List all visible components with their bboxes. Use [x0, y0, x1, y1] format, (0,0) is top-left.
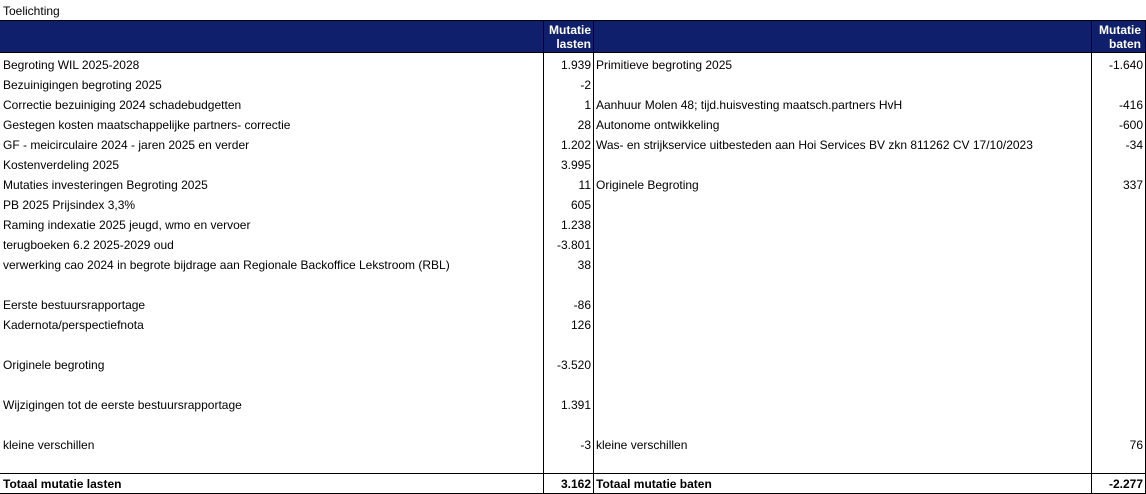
row-lasten-value: 605 [570, 198, 591, 212]
table-row [0, 295, 1146, 315]
row-lasten-value: 3.995 [560, 158, 591, 172]
row-lasten-label: terugboeken 6.2 2025-2029 oud [3, 238, 174, 252]
row-baten-value [1093, 375, 1143, 395]
row-lasten-value: -3 [580, 438, 591, 452]
table-row [0, 235, 1146, 255]
row-lasten-label [3, 335, 543, 355]
row-baten-value: -600 [1118, 118, 1143, 132]
row-lasten-label: Correctie bezuiniging 2024 schadebudgetten [3, 98, 242, 112]
row-baten-value [1093, 335, 1143, 355]
header-divider [1091, 21, 1092, 54]
row-baten-value: 76 [1129, 438, 1143, 452]
row-baten-value [1093, 395, 1143, 415]
row-baten-label: Primitieve begroting 2025 [596, 58, 733, 72]
row-baten-label [596, 315, 1090, 335]
row-lasten-value: 1.391 [560, 398, 591, 412]
total-lasten-label: Totaal mutatie lasten [3, 477, 122, 491]
header-mutatie-baten [1093, 21, 1141, 54]
row-lasten-value [545, 415, 591, 435]
row-baten-value: -34 [1125, 138, 1143, 152]
table-row [0, 215, 1146, 235]
row-baten-label: Was- en strijkservice uitbesteden aan Hoi Services BV zkn 811262 CV 17/10/2023 [596, 138, 1033, 152]
row-baten-label [596, 195, 1090, 215]
row-baten-label [596, 375, 1090, 395]
row-lasten-value [545, 335, 591, 355]
row-lasten-value: 1 [584, 98, 591, 112]
row-lasten-label: Mutaties investeringen Begroting 2025 [3, 178, 208, 192]
row-lasten-value [545, 375, 591, 395]
row-baten-label: Aanhuur Molen 48; tijd.huisvesting maatsch.partners HvH [596, 98, 903, 112]
row-baten-value: -416 [1118, 98, 1143, 112]
row-baten-label [596, 235, 1090, 255]
row-lasten-label: verwerking cao 2024 in begrote bijdrage aan Regionale Backoffice Lekstroom (RBL) [3, 258, 450, 272]
row-baten-value [1093, 155, 1143, 175]
table-row [0, 255, 1146, 275]
row-lasten-value: -3.801 [556, 238, 591, 252]
table-row [0, 275, 1146, 295]
row-baten-label [596, 355, 1090, 375]
row-lasten-label: Kostenverdeling 2025 [3, 158, 120, 172]
table-row [0, 135, 1146, 155]
row-lasten-value: -86 [573, 298, 591, 312]
table-row [0, 75, 1146, 95]
table-row [0, 155, 1146, 175]
row-lasten-value: 1.202 [560, 138, 591, 152]
row-lasten-value: -3.520 [556, 358, 591, 372]
row-lasten-label: Originele begroting [3, 358, 105, 372]
row-baten-label [596, 155, 1090, 175]
row-baten-value [1093, 315, 1143, 335]
row-lasten-label: Wijzigingen tot de eerste bestuursrapportage [3, 398, 242, 412]
row-baten-value [1093, 415, 1143, 435]
row-baten-value [1093, 275, 1143, 295]
table-row [0, 195, 1146, 215]
row-lasten-label [3, 275, 543, 295]
row-lasten-value: 1.238 [560, 218, 591, 232]
row-lasten-label: PB 2025 Prijsindex 3,3% [3, 198, 136, 212]
table-header [0, 20, 1146, 53]
row-baten-label: Originele Begroting [596, 178, 699, 192]
row-baten-label [596, 75, 1090, 95]
table-row [0, 375, 1146, 395]
row-baten-value: -1.640 [1108, 58, 1143, 72]
total-baten-value: -2.277 [1108, 477, 1143, 491]
row-lasten-label: Gestegen kosten maatschappelijke partners- correctie [3, 118, 291, 132]
row-baten-value: 337 [1122, 178, 1143, 192]
row-baten-value [1093, 355, 1143, 375]
row-lasten-label: GF - meicirculaire 2024 - jaren 2025 en verder [3, 138, 250, 152]
table-row [0, 335, 1146, 355]
row-lasten-label: Kadernota/perspectiefnota [3, 318, 144, 332]
row-lasten-value: 11 [578, 178, 591, 192]
row-lasten-label: Begroting WIL 2025-2028 [3, 58, 140, 72]
row-baten-value [1093, 295, 1143, 315]
table-row [0, 55, 1146, 75]
total-lasten-value: 3.162 [560, 477, 591, 491]
header-lasten-line2: lasten [556, 37, 591, 51]
row-baten-label [596, 215, 1090, 235]
table-row [0, 435, 1146, 455]
row-lasten-value [545, 275, 591, 295]
row-baten-label [596, 335, 1090, 355]
row-baten-label [596, 415, 1090, 435]
sheet-title: Toelichting [3, 4, 60, 18]
row-lasten-value: -2 [580, 78, 591, 92]
row-lasten-value: 28 [577, 118, 591, 132]
row-lasten-label: Bezuinigingen begroting 2025 [3, 78, 162, 92]
header-mutatie-lasten [545, 21, 591, 54]
totals-row [0, 473, 1146, 494]
row-baten-label [596, 395, 1090, 415]
header-lasten-line1: Mutatie [549, 23, 591, 37]
row-baten-label: Autonome ontwikkeling [596, 118, 720, 132]
row-baten-value [1093, 195, 1143, 215]
row-baten-label [596, 295, 1090, 315]
header-divider [593, 21, 594, 54]
table-row [0, 95, 1146, 115]
header-divider [543, 21, 544, 54]
table-row [0, 115, 1146, 135]
table-row [0, 355, 1146, 375]
table-row [0, 175, 1146, 195]
row-baten-value [1093, 235, 1143, 255]
row-lasten-value: 126 [570, 318, 591, 332]
row-baten-label [596, 255, 1090, 275]
row-lasten-label: Eerste bestuursrapportage [3, 298, 146, 312]
table-row [0, 395, 1146, 415]
row-baten-value [1093, 75, 1143, 95]
table-row [0, 415, 1146, 435]
row-baten-value [1093, 255, 1143, 275]
header-baten-line1: Mutatie [1099, 23, 1141, 37]
row-lasten-label [3, 415, 543, 435]
row-lasten-value: 38 [577, 258, 591, 272]
row-baten-label [596, 275, 1090, 295]
row-baten-label: kleine verschillen [596, 438, 688, 452]
table-row [0, 315, 1146, 335]
row-lasten-value: 1.939 [560, 58, 591, 72]
row-lasten-label [3, 375, 543, 395]
header-baten-line2: baten [1108, 37, 1141, 51]
total-baten-label: Totaal mutatie baten [596, 477, 712, 491]
row-lasten-label: kleine verschillen [3, 438, 95, 452]
row-baten-value [1093, 215, 1143, 235]
row-lasten-label: Raming indexatie 2025 jeugd, wmo en vervoer [3, 218, 251, 232]
